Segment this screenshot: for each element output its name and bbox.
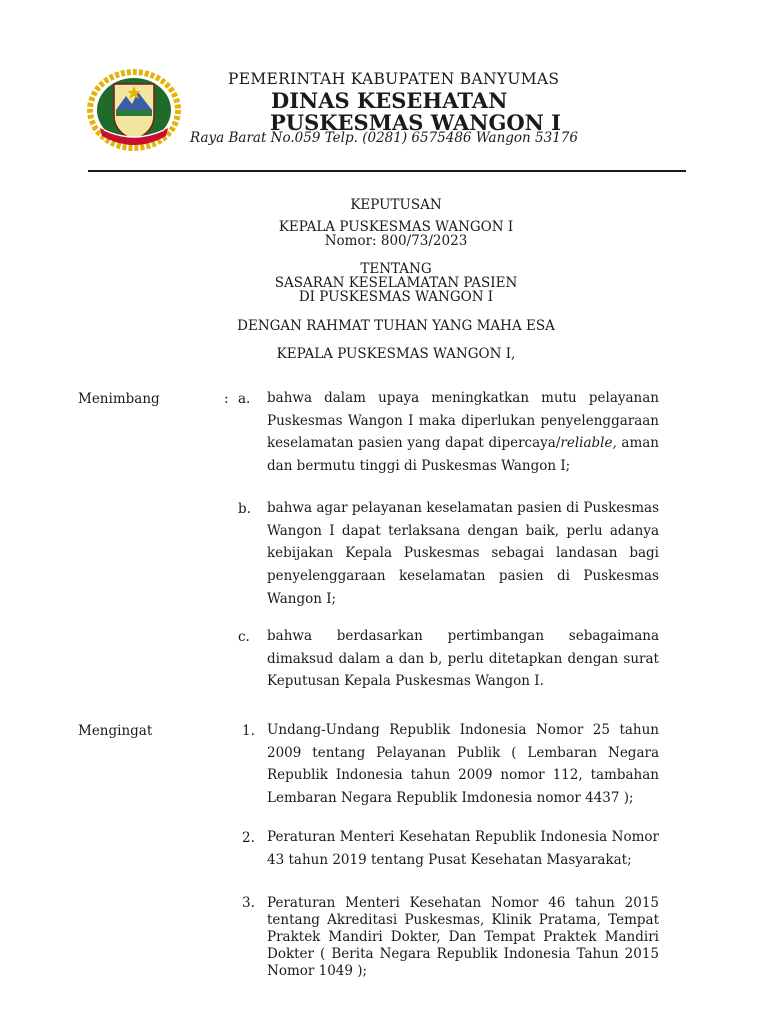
decree-heading: KEPUTUSAN <box>350 197 442 213</box>
clause-b-text: bahwa agar pelayanan keselamatan pasien di Puskesmas Wangon I dapat terlaksana dengan baik, perlu adanya kebijakan Kepala Puskesmas sebagai landasan bagi penyelenggaraan keselamatan pasien di Puskesmas Wangon I; <box>267 500 659 607</box>
clause-c-text: bahwa berdasarkan pertimbangan sebagaimana dimaksud dalam a dan b, perlu ditetapkan dengan surat Keputusan Kepala Puskesmas Wangon I. <box>267 628 659 690</box>
considering-label: Menimbang <box>78 391 160 407</box>
recalling-label: Mengingat <box>78 723 153 739</box>
clause-marker-c: c. <box>238 629 250 645</box>
agency-name: DINAS KESEHATAN <box>271 88 508 113</box>
legal-basis-marker-3: 3. <box>242 895 255 911</box>
clause-a-italic-term: reliable, <box>560 435 617 452</box>
invocation-line: DENGAN RAHMAT TUHAN YANG MAHA ESA <box>237 318 555 334</box>
government-name: PEMERINTAH KABUPATEN BANYUMAS <box>228 70 560 88</box>
issuer-title: KEPALA PUSKESMAS WANGON I <box>278 219 514 235</box>
clause-marker-a: a. <box>238 391 251 407</box>
banyumas-regency-emblem-icon <box>86 66 182 152</box>
legal-basis-marker-1: 1. <box>242 723 255 739</box>
clause-a-text-part2: aman dan bermutu tinggi di Puskesmas Wangon I; <box>267 435 660 475</box>
clause-marker-b: b. <box>238 501 251 517</box>
considering-colon: : <box>224 391 229 407</box>
issuer-title-signature: KEPALA PUSKESMAS WANGON I, <box>276 346 516 362</box>
subject-line-1: SASARAN KESELAMATAN PASIEN <box>274 275 518 291</box>
header-divider <box>88 170 686 172</box>
legal-basis-item-2: Peraturan Menteri Kesehatan Republik Indonesia Nomor 43 tahun 2019 tentang Pusat Kesehatan Masyarakat; <box>267 829 659 868</box>
clause-a-text <box>267 387 659 478</box>
decree-number: Nomor: 800/73/2023 <box>324 233 468 249</box>
legal-basis-item-1: Undang-Undang Republik Indonesia Nomor 25 tahun 2009 tentang Pelayanan Publik ( Lembaran Negara Republik Indonesia tahun 2009 nomor 112, tambahan Lembaran Negara Republik Imdonesia nomor 4437 ); <box>267 722 659 807</box>
address-line: Raya Barat No.059 Telp. (0281) 6575486 Wangon 53176 <box>190 130 578 146</box>
about-heading: TENTANG <box>360 261 432 277</box>
legal-basis-item-3: Peraturan Menteri Kesehatan Nomor 46 tahun 2015 tentang Akreditasi Puskesmas, Klinik Pratama, Tempat Praktek Mandiri Dokter, Dan Tempat Praktek Mandiri Dokter ( Berita Negara Republik Indonesia Tahun 2015 Nomor 1049 ); <box>267 895 659 979</box>
legal-basis-marker-2: 2. <box>242 830 255 846</box>
health-center-name: PUSKESMAS WANGON I <box>270 110 561 135</box>
clause-a-text-part1: bahwa dalam upaya meningkatkan mutu pelayanan Puskesmas Wangon I maka diperlukan penyelenggaraan keselamatan pasien yang dapat dipercaya/ <box>267 390 659 452</box>
subject-line-2: DI PUSKESMAS WANGON I <box>298 289 494 305</box>
